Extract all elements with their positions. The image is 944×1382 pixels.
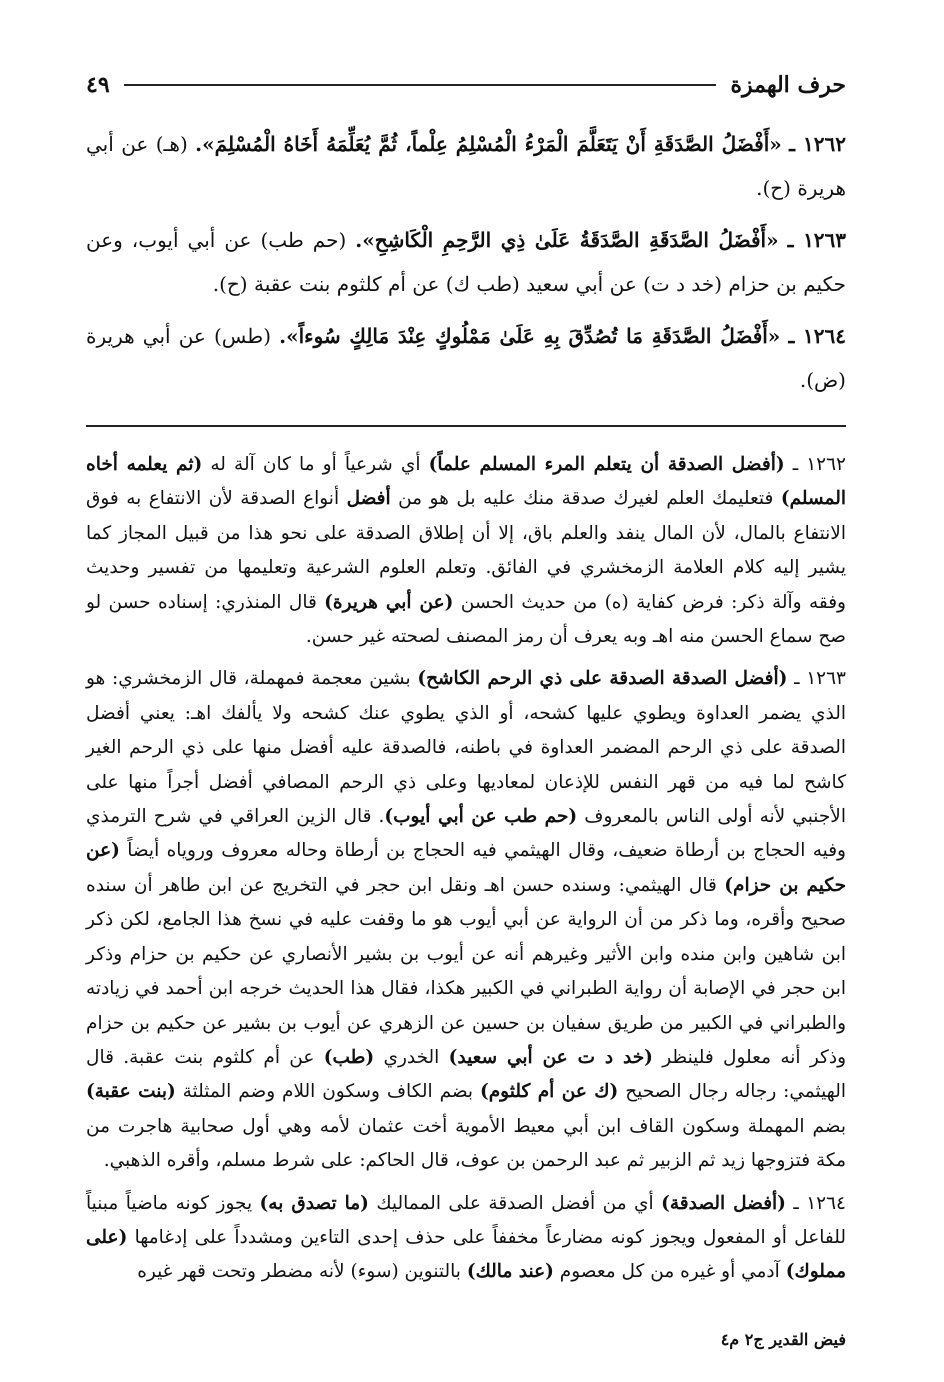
commentary-number: ١٢٦٣ ـ xyxy=(794,668,846,690)
commentary-entry xyxy=(86,662,846,1178)
commentary-text: . قال الزين العراقي في شرح الترمذي وفيه الحجاج بن أرطاة ضعيف، وقال الهيثمي فيه الحجاج بن أرطاة وحاله معروف وروياه أيضاً xyxy=(86,806,846,862)
hadith-entry xyxy=(86,218,846,306)
commentary-bold: (ما تصدق به) xyxy=(259,1192,369,1214)
commentary-entry xyxy=(86,448,846,654)
commentary-bold: (بنت عقبة) xyxy=(86,1081,176,1103)
commentary-text: أنواع الصدقة لأن الانتفاع به فوق الانتفاع بالمال، لأن المال ينفد والعلم باق، إلا أن إطلاق الصدقة على نحو هذا من قبيل المجاز كما يشير إليه كلام العلامة الزمخشري في الفائق. وتعلم العلوم الشرعية وتعليمها من تفسير وحديث وفقه وآلة ذكر: فرض كفاية (ه) من حديث الحسن xyxy=(86,488,846,613)
hadith-text-section xyxy=(86,122,846,410)
hadith-number: ١٢٦٢ ـ xyxy=(789,132,847,156)
commentary-text: قال الهيثمي: وسنده حسن اهـ ونقل ابن حجر في التخريج عن ابن طاهر أن سنده صحيح وأقره، وما ذكر من أن الرواية عن أبي أيوب هو ما وقفت عليه في نسخ هذا الجامع، لكن ذكر ابن شاهين وابن منده وابن الأثير وغيرهم أنه عن أيوب بن بشير الأنصاري عن حكيم بن حزام وذكر ابن حجر في الإصابة أن رواية الطبراني في الكبير هكذا، فقال هذا الحديث خرجه ابن أحمد في زيادته والطبراني في الكبير من طريق سفيان بن حسين عن الزهري عن أيوب بن بشير عن حكيم بن حزام وذكر أنه معلول فلينظر xyxy=(86,874,847,1068)
commentary-text: بالتنوين (سوء) لأنه مضطر وتحت قهر غيره xyxy=(137,1261,467,1283)
hadith-source: (طس) عن أبي هريرة (ض). xyxy=(86,324,846,392)
commentary-bold: (ك عن أم كلثوم) xyxy=(479,1081,619,1103)
commentary-text: قال المنذري: إسناده حسن لو صح سماع الحسن منه اهـ وبه يعرف أن رمز المصنف لصحته غير حسن. xyxy=(86,591,846,648)
page-footer xyxy=(721,1330,846,1349)
commentary-bold: (عن أبي هريرة) xyxy=(324,591,454,613)
section-divider xyxy=(86,425,846,427)
commentary-lead: (أفضل الصدقة الصدقة على ذي الرحم الكاشح) xyxy=(417,668,788,690)
hadith-entry xyxy=(86,122,846,210)
chapter-title: حرف الهمزة xyxy=(730,72,846,98)
hadith-text: «أَفْضَلُ الصَّدَقَةِ الصَّدَقَةُ عَلَىٰ ذِي الرَّحِمِ الْكَاشِحِ». xyxy=(355,228,779,252)
commentary-text: الخدري xyxy=(374,1046,449,1068)
commentary-text: آدمي أو غيره من كل معصوم xyxy=(553,1261,786,1283)
hadith-source: (حم طب) عن أبي أيوب، وعن حكيم بن حزام (خد د ت) عن أبي سعيد (طب ك) عن أم كلثوم بنت عقبة (ح). xyxy=(86,228,846,296)
hadith-entry xyxy=(86,314,846,402)
commentary-text: أي شرعياً أو ما كان آلة له xyxy=(202,454,429,475)
commentary-bold: (خد د ت عن أبي سعيد) xyxy=(448,1046,653,1068)
commentary-bold: (عند مالك) xyxy=(466,1261,554,1283)
commentary-text: بشين معجمة فمهملة، قال الزمخشري: هو الذي يضمر العداوة ويطوي عليها كشحه، أو الذي يطوي عنك كشحه ولا يألفك اهـ: يعني أفضل الصدقة على ذي الرحم المضمر العداوة في باطنه، فالصدقة عليه أفضل منها على ذي الرحم الغير كاشح لما فيه من قهر النفس للإذعان لمعاديها وعلى ذي الرحم المصافي أفضل أجراً منها على الأجنبي لأنه أولى الناس بالمعروف xyxy=(86,668,846,828)
commentary-text: أي من أفضل الصدقة على المماليك xyxy=(368,1192,662,1214)
commentary-bold: (طب) xyxy=(323,1046,375,1068)
hadith-text: «أَفْضَلُ الصَّدَقَةِ مَا تُصُدِّقَ بِهِ عَلَىٰ مَمْلُوكٍ عِنْدَ مَالِكٍ سُوءاً». xyxy=(279,324,781,348)
hadith-number: ١٢٦٣ ـ xyxy=(787,228,847,252)
commentary-section xyxy=(86,448,846,1298)
commentary-text: بضم المهملة وسكون القاف ابن أبي معيط الأموية أخت عثمان لأمه وهي أول صحابية هاجرت من مكة فتزوجها زيد ثم الزبير ثم عبد الرحمن بن عوف، قال الحاكم: على شرط مسلم، وأقره الذهبي. xyxy=(86,1115,846,1172)
footer-signature: فيض القدير ج٢ م٤ xyxy=(720,1330,846,1349)
hadith-number: ١٢٦٤ ـ xyxy=(788,324,847,348)
commentary-number: ١٢٦٢ ـ xyxy=(792,454,846,475)
commentary-bold: (ثم يعلمه أخاه المسلم) xyxy=(86,454,846,510)
commentary-text: عن أم كلثوم بنت عقبة. قال الهيثمي: رجاله رجال الصحيح xyxy=(86,1046,846,1103)
commentary-bold: أفضل xyxy=(346,488,391,510)
commentary-entry xyxy=(86,1187,846,1290)
commentary-bold: (عن حكيم بن حزام) xyxy=(86,840,846,896)
commentary-bold: (حم طب عن أبي أيوب) xyxy=(384,806,578,828)
header-rule xyxy=(124,84,717,86)
commentary-number: ١٢٦٤ ـ xyxy=(793,1192,846,1214)
commentary-bold: (على مملوك) xyxy=(86,1226,846,1283)
hadith-source: (هـ) عن أبي هريرة (ح). xyxy=(86,132,846,200)
commentary-lead: (أفضل الصدقة أن يتعلم المرء المسلم علماً) xyxy=(428,454,785,475)
page-header xyxy=(86,60,846,110)
commentary-text: يجوز كونه ماضياً مبنياً للفاعل أو المفعول ويجوز كونه مضارعاً مخففاً على حذف إحدى التاءين ومشدداً على إدغامها xyxy=(86,1192,846,1248)
commentary-text: بضم الكاف وسكون اللام وضم المثلثة xyxy=(175,1081,480,1103)
commentary-lead: (أفضل الصدقة) xyxy=(661,1192,786,1214)
hadith-text: «أَفْضَلُ الصَّدَقَةِ أَنْ يَتَعَلَّمَ الْمَرْءُ الْمُسْلِمُ عِلْماً، ثُمَّ يُعَلِّمَهُ أَخَاهُ الْمُسْلِمَ». xyxy=(195,132,782,156)
commentary-text: فتعليمك العلم لغيرك صدقة منك عليه بل هو من xyxy=(390,488,781,510)
page-number: ٤٩ xyxy=(86,72,110,98)
